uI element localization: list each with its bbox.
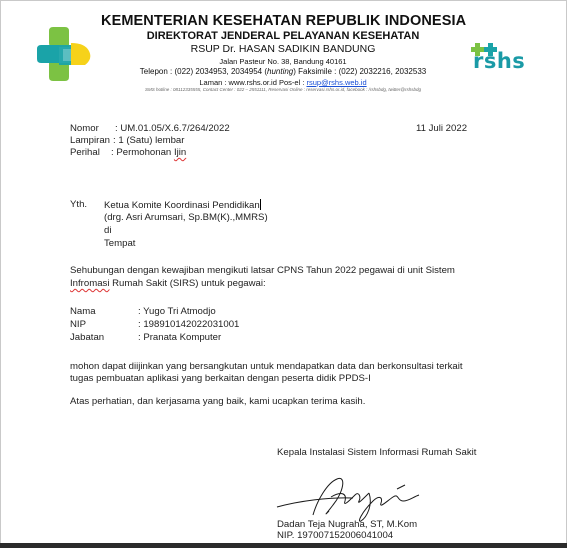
recipient-place: Tempat — [104, 238, 136, 249]
nomor-value: : UM.01.05/X.6.7/264/2022 — [115, 123, 230, 134]
field-label: Nama — [70, 306, 96, 317]
nomor-label: Nomor — [70, 123, 99, 134]
email-link[interactable]: rsup@rshs.web.id — [306, 78, 367, 87]
letter-date: 11 Juli 2022 — [416, 123, 468, 134]
field-value: : 198910142022031001 — [138, 319, 240, 330]
hospital-web: Laman : www.rshs.or.id Pos-el : rsup@rshs.web.id — [199, 78, 367, 87]
field-label: NIP — [70, 319, 86, 330]
paragraph-1-line-1: Sehubungan dengan kewajiban mengikuti latsar CPNS Tahun 2022 pegawai di unit Sistem — [70, 265, 455, 276]
field-value: : Yugo Tri Atmodjo — [138, 306, 216, 317]
rshs-brand: rshs — [473, 49, 526, 73]
hospital-phone: Telepon : (022) 2034953, 2034954 (hunting) Faksimile : (022) 2032216, 2032533 — [139, 67, 427, 76]
paragraph-1-line-2: Infromasi Rumah Sakit (SIRS) untuk pegawai: — [70, 278, 266, 289]
lampiran-label: Lampiran — [70, 135, 110, 146]
ministry-title: KEMENTERIAN KESEHATAN REPUBLIK INDONESIA — [101, 13, 467, 29]
kemenkes-logo-icon — [35, 25, 93, 83]
paragraph-2-line-2: tugas pembuatan aplikasi yang berkaitan dengan peserta didik PPDS-I — [70, 373, 371, 384]
field-value: : Pranata Komputer — [138, 332, 222, 343]
directorate-title: DIREKTORAT JENDERAL PELAYANAN KESEHATAN — [146, 30, 420, 42]
lampiran-value: : 1 (Satu) lembar — [113, 135, 185, 146]
field-label: Jabatan — [70, 332, 105, 343]
text-cursor — [260, 199, 262, 210]
recipient-name: (drg. Asri Arumsari, Sp.BM(K).,MMRS) — [104, 212, 268, 223]
signatory-nip: NIP. 197007152006041004 — [277, 530, 394, 541]
hospital-name: RSUP Dr. HASAN SADIKIN BANDUNG — [190, 43, 376, 55]
perihal-value: : Permohonan Ijin — [111, 147, 187, 158]
perihal-label: Perihal — [70, 147, 100, 158]
yth-label: Yth. — [70, 199, 88, 210]
recipient-title[interactable]: Ketua Komite Koordinasi Pendidikan — [104, 200, 260, 211]
signatory-position: Kepala Instalasi Sistem Informasi Rumah Sakit — [277, 447, 477, 458]
hospital-hotline: SMS hotline : 08112335555, Contact Center : 022 – 2551111, Reservasi Online : reservasi.rshs.or.id, facebook : /rshsbdg, twitter@rshsbdg — [145, 87, 421, 92]
paragraph-3: Atas perhatian, dan kerjasama yang baik, kami ucapkan terima kasih. — [70, 396, 366, 407]
recipient-di: di — [104, 225, 112, 236]
paragraph-2-line-1: mohon dapat diijinkan yang bersangkutan untuk mendapatkan data dan berkonsultasi terkait — [70, 361, 463, 372]
hospital-address: Jalan Pasteur No. 38, Bandung 40161 — [219, 57, 347, 66]
window-bottom-edge — [0, 543, 567, 548]
signatory-name: Dadan Teja Nugraha, ST, M.Kom — [277, 519, 418, 530]
